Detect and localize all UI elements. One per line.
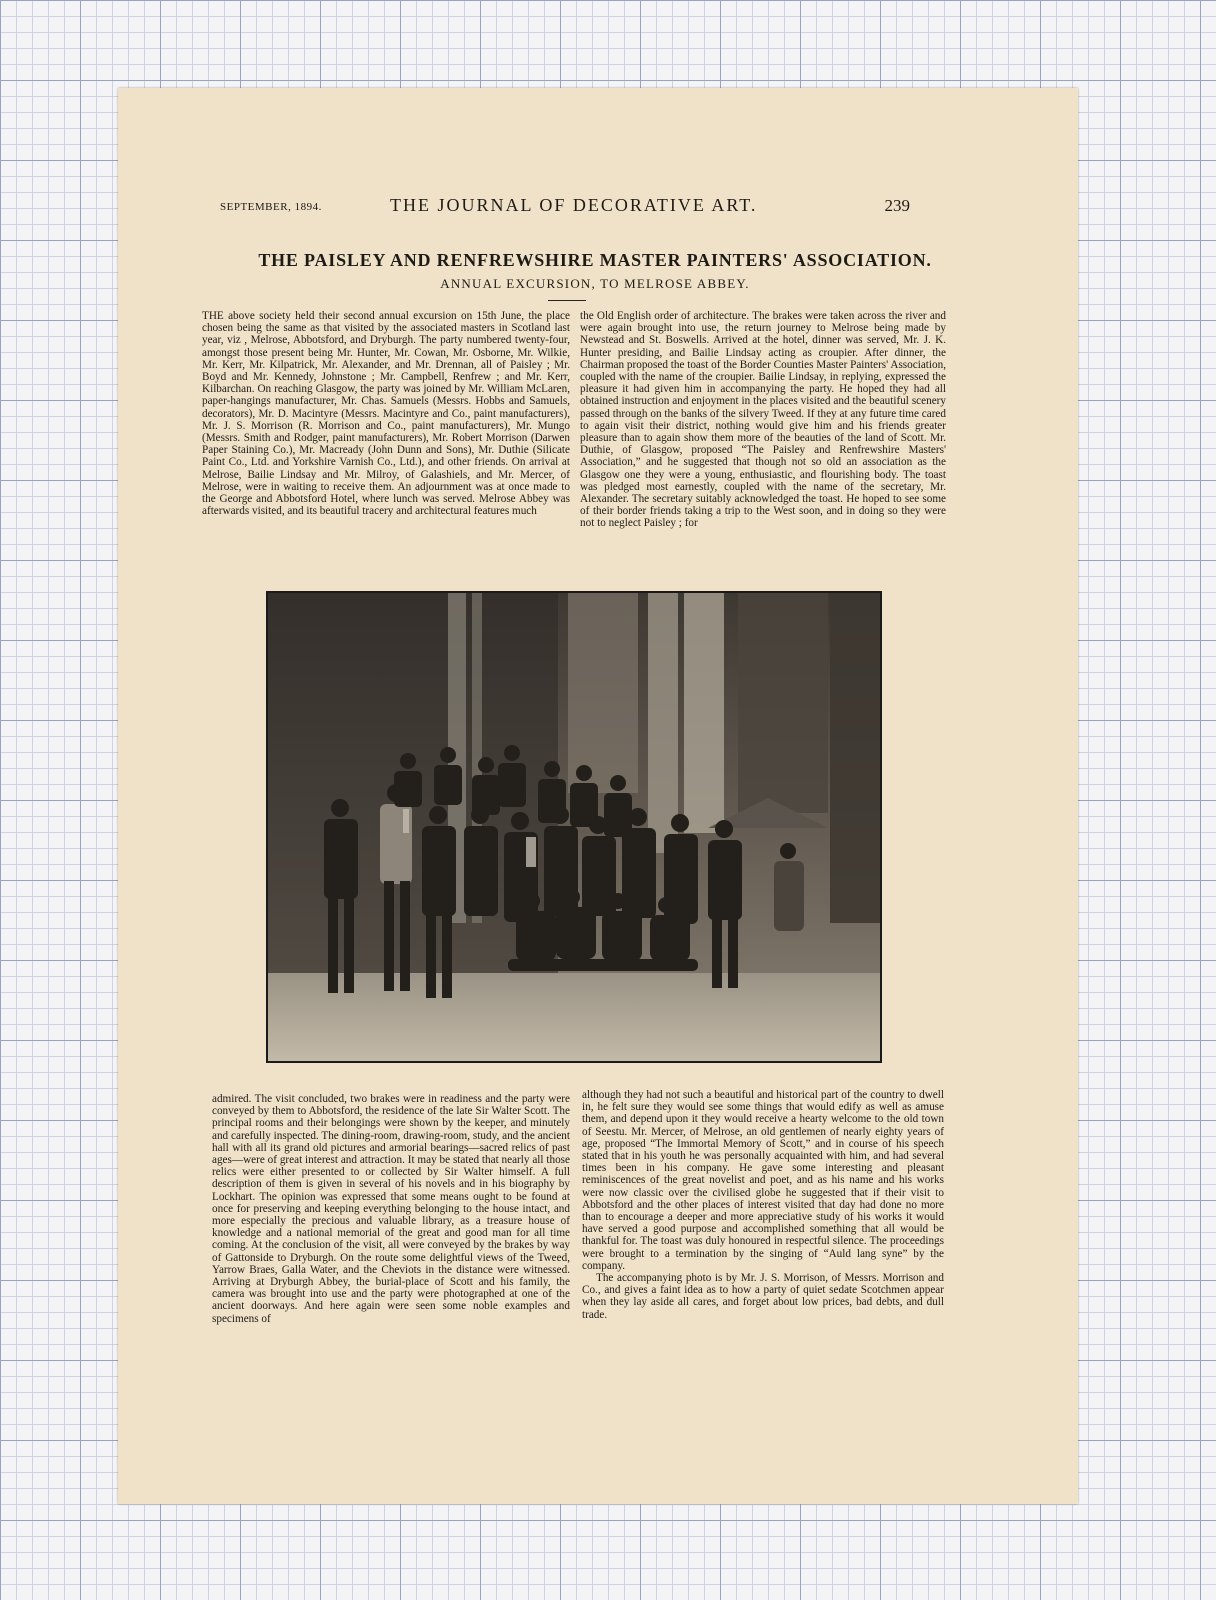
article-column-2 — [580, 310, 946, 578]
journal-page — [118, 88, 1078, 1504]
article-column-3 — [212, 1093, 570, 1393]
page-header — [220, 195, 910, 221]
article-subtitle: ANNUAL EXCURSION, TO MELROSE ABBEY. — [440, 276, 750, 291]
group-photograph — [266, 591, 882, 1063]
article-column-1 — [202, 310, 570, 578]
paragraph: although they had not such a beautiful and historical part of the country to dwell in, he felt sure they would see some things that would edify as well as amuse them, and depend upon it they would receive a hearty welcome to the old town of Seestu. Mr. Mercer, of Melrose, an old gentlemen of nearly eighty years of age, proposed “The Immortal Memory of Scott,” and in course of his speech stated that in his youth he was personally acquainted with him, and had several times been in his company. He gave some interesting and pleasant reminiscences of the great novelist and poet, and as his name and his works were now classic over the civilised globe he suggested that if their visit to Abbotsford and the other places of interest visited that day had done no more than to encourage a deeper and more appreciative study of his works it would have served a good purpose and accomplished something that all would be thankful for. The toast was duly honoured in respectful silence. The proceedings were brought to a termination by the singing of “Auld lang syne” by the company. — [582, 1089, 944, 1272]
paragraph: The accompanying photo is by Mr. J. S. Morrison, of Messrs. Morrison and Co., and gives a faint idea as to how a party of quiet sedate Scotchmen appear when they lay aside all cares, and forget about low prices, bad debts, and dull trade. — [582, 1272, 944, 1321]
paragraph: admired. The visit concluded, two brakes were in readiness and the party were conveyed by them to Abbotsford, the residence of the late Sir Walter Scott. The principal rooms and their belongings were shown by the keeper, and minutely and carefully inspected. The dining-room, drawing-room, study, and the ancient hall with all its grand old pictures and armorial bearings—sacred relics of past ages—were of great interest and attraction. It may be stated that nearly all those relics were either presented to or collected by Sir Walter himself. A full description of them is given in several of his novels and in his biography by Lockhart. The opinion was expressed that some means ought to be found at once for preserving and keeping everything belonging to the house intact, and more especially the precious and valuable library, as a treasure house of knowledge and a national memorial of the great and good man for all time coming. At the conclusion of the visit, all were conveyed by the brakes by way of Gattonside to Dryburgh. On the route some delightful views of the Tweed, Yarrow Braes, Galla Water, and the Cheviots in the distance were witnessed. Arriving at Dryburgh Abbey, the burial-place of Scott and his family, the camera was brought into use and the party were photographed at one of the ancient doorways. And here again were seen some noble examples and specimens of — [212, 1093, 570, 1325]
journal-title: THE JOURNAL OF DECORATIVE ART. — [390, 195, 758, 215]
article-column-4 — [582, 1089, 944, 1359]
abbey-group-photo-image — [268, 593, 880, 1061]
page-number: 239 — [884, 196, 910, 215]
issue-date: SEPTEMBER, 1894. — [220, 201, 322, 213]
title-rule — [548, 300, 586, 301]
paragraph: THE above society held their second annual excursion on 15th June, the place chosen being the same as that visited by the associated masters in Scotland last year, viz , Melrose, Abbotsford, and Dryburgh. The party numbered twenty-four, amongst those present being Mr. Hunter, Mr. Cowan, Mr. Osborne, Mr. Wilkie, Mr. Kerr, Mr. Kilpatrick, Mr. Alexander, and Mr. Drennan, all of Paisley ; Mr. Boyd and Mr. Kennedy, Johnstone ; Mr. Campbell, Renfrew ; and Mr. Kerr, Kilbarchan. On reaching Glasgow, the party was joined by Mr. William McLaren, paper-hangings manufacturer, Mr. Chas. Samuels (Messrs. Hobbs and Samuels, decorators), Mr. D. Macintyre (Messrs. Macintyre and Co., paint manufacturers), Mr. J. S. Morrison (R. Morrison and Co., paint manufacturers), Mr. Mungo (Messrs. Smith and Rodger, paint manufacturers), Mr. Robert Morrison (Darwen Paper Staining Co.), Mr. Macready (John Dunn and Sons), Mr. Duthie (Silicate Paint Co., Ltd. and Yorkshire Varnish Co., Ltd.), and other friends. On arrival at Melrose, Bailie Lindsay and Mr. Milroy, of Galashiels, and Mr. Mercer, of Melrose, were in waiting to receive them. An adjournment was at once made to the George and Abbotsford Hotel, where lunch was served. Melrose Abbey was afterwards visited, and its beautiful tracery and architectural features much — [202, 310, 570, 518]
paragraph: the Old English order of architecture. The brakes were taken across the river and were again brought into use, the return journey to Melrose being made by Newstead and St. Boswells. Arrived at the hotel, dinner was served, Mr. J. K. Hunter presiding, and Bailie Lindsay acting as croupier. After dinner, the Chairman proposed the toast of the Border Counties Master Painters' Association, coupled with the name of the croupier. Bailie Lindsay, in replying, expressed the pleasure it had given him in accompanying the party. He hoped they had all obtained instruction and enjoyment in the places visited and the beautiful scenery passed through on the banks of the silvery Tweed. If they at any future time cared to again visit their district, nothing would give him and his friends greater pleasure than to again show them more of the beauties of the land of Scott. Mr. Duthie, of Glasgow, proposed “The Paisley and Renfrewshire Masters' Association,” and he suggested that though not so old an association as the Glasgow one they were a young, enthusiastic, and flourishing body. The toast was pledged most earnestly, coupled with the name of the secretary, Mr. Alexander. The secretary suitably acknowledged the toast. He hoped to see some of their border friends taking a trip to the West soon, and in doing so they were not to neglect Paisley ; for — [580, 310, 946, 530]
article-title: THE PAISLEY AND RENFREWSHIRE MASTER PAINTERS' ASSOCIATION. — [258, 250, 932, 270]
